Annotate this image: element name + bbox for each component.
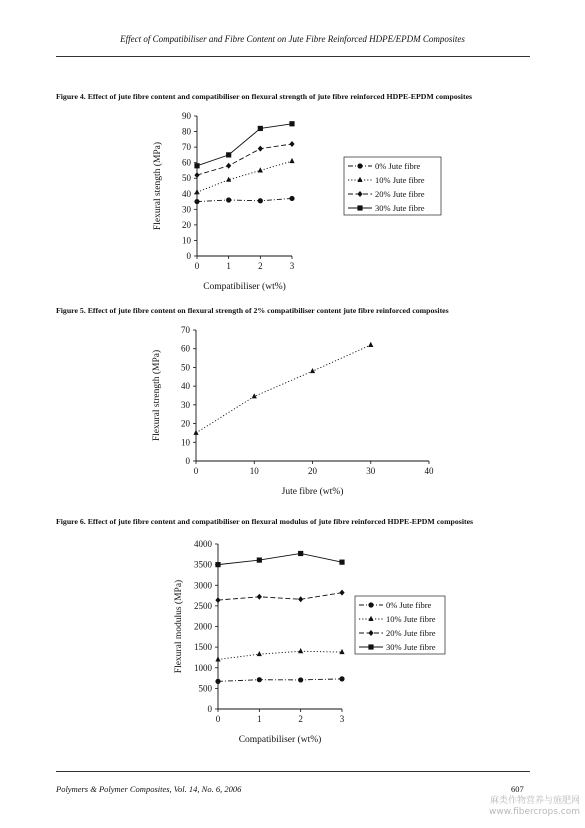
y-tick-label: 1000 (194, 662, 212, 673)
data-point (289, 196, 294, 201)
y-tick-label: 40 (181, 381, 190, 392)
x-tick-label: 3 (289, 261, 295, 271)
y-tick-label: 90 (182, 111, 191, 121)
y-tick-label: 500 (198, 683, 212, 694)
x-axis-label: Compatibiliser (wt%) (203, 282, 286, 292)
series-line (218, 553, 342, 564)
y-axis-label: Flexural strength (MPa) (152, 349, 162, 442)
x-tick-label: 3 (339, 714, 345, 724)
y-tick-label: 2500 (194, 600, 212, 611)
data-point (310, 368, 315, 373)
data-point (194, 189, 199, 194)
x-tick-label: 20 (308, 466, 317, 476)
y-tick-label: 3000 (194, 580, 212, 591)
legend-marker (368, 644, 373, 649)
x-tick-label: 0 (194, 261, 200, 271)
x-tick-label: 30 (366, 466, 376, 476)
data-point (215, 679, 220, 684)
x-tick-label: 0 (215, 714, 221, 724)
y-axis-label: Flexural modulus (MPa) (174, 579, 184, 674)
data-point (257, 557, 262, 562)
y-tick-label: 1500 (194, 642, 212, 653)
watermark-line-2: www.fibercrops.com (489, 807, 580, 817)
data-point (289, 158, 294, 163)
data-point (194, 199, 199, 204)
x-axis-label: Compatibiliser (wt%) (238, 735, 322, 745)
x-tick-label: 1 (257, 714, 262, 724)
y-tick-label: 20 (182, 219, 191, 230)
data-point (258, 146, 263, 152)
figure-5-chart (0, 324, 585, 508)
y-tick-label: 50 (181, 362, 190, 373)
figure-4-caption: Figure 4. Effect of jute fibre content and compatibiliser on flexural strength of jute fibre reinforced HDPE-EPDM composites (56, 92, 473, 101)
series-line (218, 679, 342, 681)
data-point (194, 163, 199, 168)
watermark-line-1: 麻类作物营养与施肥网 (489, 796, 580, 806)
data-point (193, 430, 198, 435)
data-point (298, 551, 303, 556)
x-tick-label: 1 (226, 261, 231, 271)
data-point (226, 152, 231, 157)
running-title: Effect of Compatibiliser and Fibre Content on Jute Fibre Reinforced HDPE/EPDM Composites (120, 34, 465, 44)
y-tick-label: 30 (182, 204, 191, 215)
x-tick-label: 2 (258, 261, 263, 271)
y-tick-label: 50 (182, 173, 191, 184)
series-line (218, 651, 342, 659)
y-tick-label: 60 (182, 157, 191, 168)
figure-5-caption: Figure 5. Effect of jute fibre content on flexural strength of 2% compatibiliser content jute fibre reinforced composites (56, 306, 449, 315)
figure-6-svg (0, 536, 585, 751)
data-point (194, 172, 199, 178)
y-tick-label: 30 (181, 399, 190, 410)
data-point (289, 141, 294, 147)
data-point (258, 198, 263, 203)
legend-label: 20% Jute fibre (375, 189, 425, 199)
y-tick-label: 10 (182, 235, 191, 246)
y-tick-label: 3500 (194, 559, 212, 570)
y-tick-label: 2000 (194, 621, 212, 632)
legend-label: 0% Jute fibre (375, 161, 421, 171)
data-point (298, 648, 303, 653)
data-point (215, 562, 220, 567)
data-point (215, 597, 220, 603)
y-tick-label: 4000 (194, 539, 212, 549)
data-point (339, 590, 344, 596)
data-point (257, 677, 262, 682)
legend-marker (357, 163, 362, 168)
page-number: 607 (511, 784, 524, 794)
series-line (218, 593, 342, 600)
series-line (197, 198, 292, 201)
y-tick-label: 70 (182, 142, 191, 153)
data-point (258, 167, 263, 172)
legend-label: 10% Jute fibre (375, 175, 425, 185)
data-point (339, 649, 344, 654)
legend-label: 30% Jute fibre (386, 642, 436, 652)
legend-label: 10% Jute fibre (386, 614, 436, 624)
figure-4-chart (0, 110, 585, 304)
series-line (197, 144, 292, 175)
y-axis-label: Flexural stength (MPa) (153, 141, 163, 231)
x-tick-label: 10 (249, 466, 259, 476)
y-tick-label: 0 (186, 251, 191, 261)
footer-rule (56, 771, 530, 772)
x-tick-label: 40 (424, 466, 434, 476)
legend-label: 20% Jute fibre (386, 628, 436, 638)
series-line (196, 345, 371, 433)
figure-4-svg (0, 110, 585, 300)
x-tick-label: 2 (298, 714, 303, 724)
series-line (197, 161, 292, 192)
figure-5-svg (0, 324, 585, 504)
x-axis-label: Jute fibre (wt%) (281, 487, 344, 497)
legend-marker (368, 602, 373, 607)
figure-6-chart (0, 536, 585, 755)
data-point (257, 594, 262, 600)
journal-citation: Polymers & Polymer Composites, Vol. 14, No. 6, 2006 (56, 784, 242, 794)
figure-6-caption: Figure 6. Effect of jute fibre content and compatibiliser on flexural modulus of jute fibre reinforced HDPE-EPDM composites (56, 517, 474, 526)
watermark (458, 796, 580, 818)
legend-label: 0% Jute fibre (386, 600, 432, 610)
data-point (339, 560, 344, 565)
data-point (215, 656, 220, 661)
data-point (368, 342, 373, 347)
series-line (197, 124, 292, 166)
y-tick-label: 0 (207, 704, 212, 714)
x-tick-label: 0 (193, 466, 199, 476)
legend-label: 30% Jute fibre (375, 203, 425, 213)
y-tick-label: 20 (181, 418, 190, 429)
y-tick-label: 60 (181, 343, 190, 354)
data-point (226, 197, 231, 202)
data-point (298, 596, 303, 602)
data-point (289, 121, 294, 126)
y-tick-label: 0 (185, 456, 190, 466)
data-point (339, 676, 344, 681)
data-point (298, 677, 303, 682)
y-tick-label: 70 (181, 325, 190, 335)
y-tick-label: 80 (182, 126, 191, 137)
y-tick-label: 40 (182, 188, 191, 199)
legend-marker (357, 205, 362, 210)
data-point (258, 126, 263, 131)
data-point (257, 651, 262, 656)
data-point (226, 163, 231, 169)
y-tick-label: 10 (181, 437, 190, 448)
header-rule (56, 56, 530, 57)
